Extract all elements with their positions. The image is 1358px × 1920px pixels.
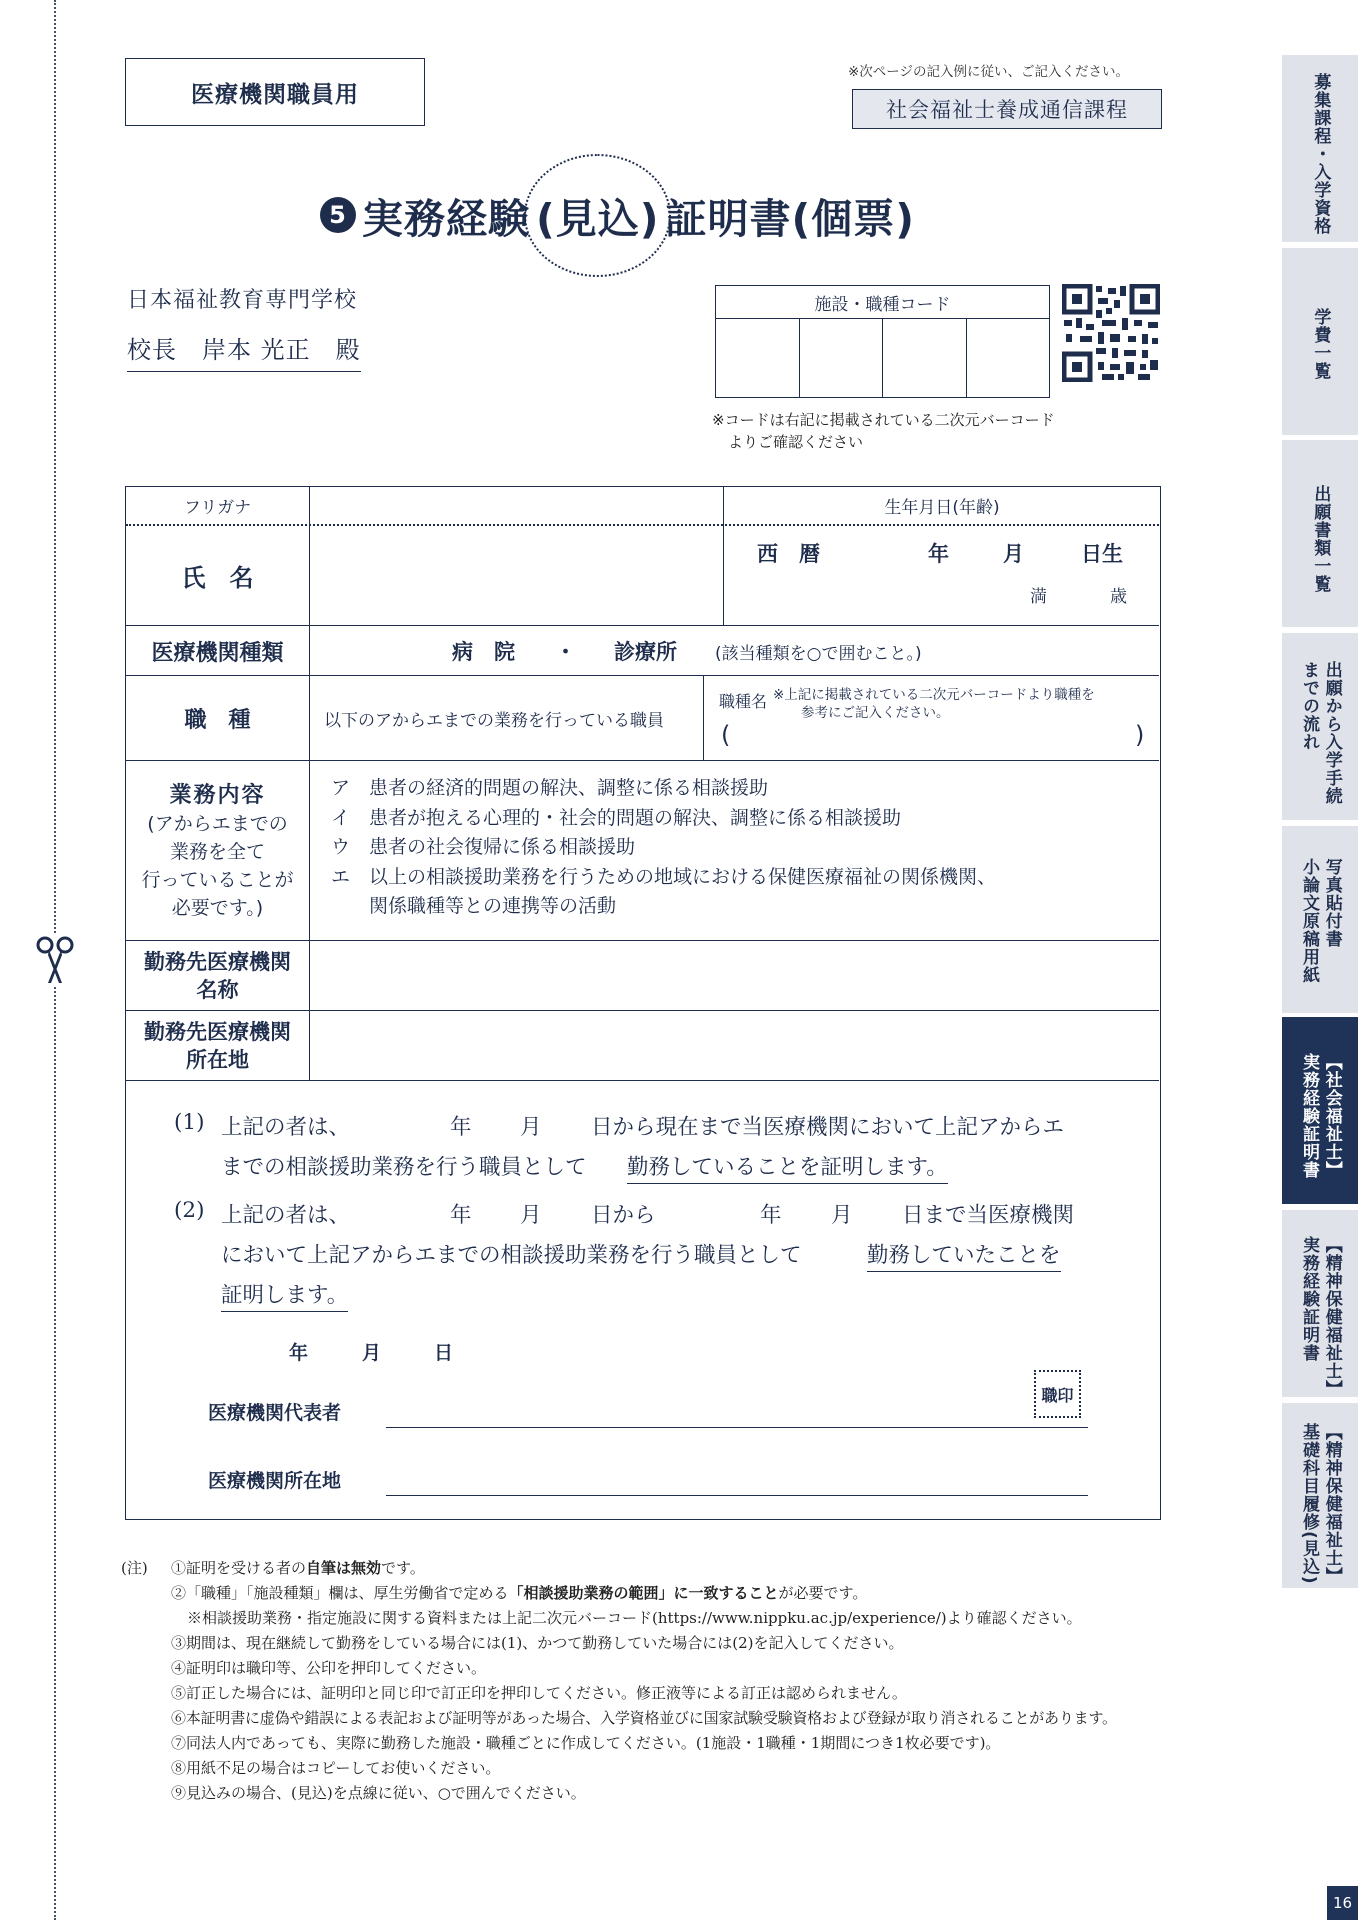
cert-2-month: 月 xyxy=(520,1203,542,1228)
cert-1-month: 月 xyxy=(520,1115,542,1140)
representative-line[interactable] xyxy=(386,1427,1088,1428)
job-name-label: 職種名 xyxy=(719,692,768,711)
code-note xyxy=(712,409,1055,453)
hospital-option[interactable]: 病 院 xyxy=(452,640,515,664)
page-note: ※次ページの記入例に従い、ご記入ください。 xyxy=(848,64,1130,80)
tab-label: 【精神保健福祉士】 xyxy=(1321,1423,1342,1585)
birthdate-field[interactable] xyxy=(725,526,1159,625)
tab-tuition[interactable] xyxy=(1282,248,1358,435)
tab-label: 基礎科目履修(見込) xyxy=(1299,1423,1319,1585)
duties-sub: (アからエまでの xyxy=(147,813,288,835)
tab-application-documents[interactable] xyxy=(1282,440,1358,627)
mikomi-dotted-circle xyxy=(530,186,665,245)
institution-type-label: 医療機関種類 xyxy=(151,640,284,666)
address-label: 医療機関所在地 xyxy=(208,1470,342,1492)
cert-2-text: 上記の者は、 xyxy=(221,1203,351,1228)
cert-1-statement: 勤務していることを証明します。 xyxy=(627,1150,948,1184)
paren-close: ) xyxy=(1135,721,1145,749)
tab-label: 【社会福祉士】 xyxy=(1321,1053,1342,1179)
clinic-option[interactable]: 診療所 xyxy=(614,640,677,664)
cert-1-text: までの相談援助業務を行う職員として xyxy=(221,1155,587,1180)
cert-1-year: 年 xyxy=(450,1115,472,1140)
official-seal-box[interactable]: 職印 xyxy=(1034,1370,1081,1418)
qr-code-icon[interactable] xyxy=(1062,284,1160,382)
date-year: 年 xyxy=(289,1342,309,1364)
workplace-address-field[interactable] xyxy=(311,1012,1159,1080)
furigana-label: フリガナ xyxy=(183,498,252,518)
cert-2-text: において上記アからエまでの相談援助業務を行う職員として xyxy=(221,1243,802,1268)
code-box-header: 施設・職種コード xyxy=(716,286,1049,319)
tab-label: 学費一覧 xyxy=(1310,308,1331,380)
workplace-name-field[interactable] xyxy=(311,942,1159,1010)
month-label: 月 xyxy=(1003,542,1024,566)
tab-label: 実務経験証明書 xyxy=(1299,1053,1319,1179)
tab-social-worker-certificate[interactable] xyxy=(1282,1017,1358,1204)
note-9: ⑨見込みの場合、(見込)を点線に従い、○で囲んでください。 xyxy=(171,1784,586,1802)
title-part3: 証明書(個票) xyxy=(665,194,915,243)
duty-item-continued: 関係職種等との連携等の活動 xyxy=(369,895,617,917)
note-4: ④証明印は職印等、公印を押印してください。 xyxy=(171,1659,487,1677)
duty-item: ア 患者の経済的問題の解決、調整に係る相談援助 xyxy=(331,777,769,799)
name-label: 氏 名 xyxy=(181,564,254,592)
representative-label: 医療機関代表者 xyxy=(208,1402,342,1424)
tab-application-flow[interactable] xyxy=(1282,633,1358,820)
principal-name: 校長 岸本 光正 殿 xyxy=(127,330,361,372)
note-1: (注) ①証明を受ける者の自筆は無効です。 xyxy=(121,1559,425,1577)
paren-open: ( xyxy=(721,721,731,749)
furigana-field[interactable] xyxy=(311,487,721,524)
tab-label: 出願から入学手続 xyxy=(1321,661,1342,805)
job-name-note: ※上記に掲載されている二次元バーコードより職種を xyxy=(773,687,1095,703)
date-month: 月 xyxy=(362,1342,382,1364)
tab-photo-essay[interactable] xyxy=(1282,826,1358,1013)
age-unit-label: 歳 xyxy=(1110,587,1127,607)
title-part2: (見込) xyxy=(536,194,660,243)
address-line[interactable] xyxy=(386,1495,1088,1496)
job-type-label: 職 種 xyxy=(184,708,251,733)
cert-2-statement: 勤務していたことを xyxy=(867,1238,1061,1272)
name-field[interactable] xyxy=(311,526,721,625)
note-3: ③期間は、現在継続して勤務をしている場合には(1)、かつて勤務していた場合には(2)を記入してください。 xyxy=(171,1634,904,1652)
duties-sub: 必要です。) xyxy=(171,897,264,919)
duty-item: ウ 患者の社会復帰に係る相談援助 xyxy=(331,836,636,858)
tab-admission-courses[interactable] xyxy=(1282,55,1358,242)
note-2: ②「職種」「施設種類」欄は、厚生労働省で定める「相談援助業務の範囲」に一致することが必要です。 xyxy=(171,1584,868,1602)
tab-label: 小論文原稿用紙 xyxy=(1299,858,1319,984)
workplace-name-label: 勤務先医療機関 名称 xyxy=(144,950,291,1002)
tab-label: 出願書類一覧 xyxy=(1310,485,1331,593)
notes-section xyxy=(121,1556,1117,1806)
cert-1-text: 上記の者は、 xyxy=(221,1115,351,1140)
year-label: 年 xyxy=(928,542,949,566)
duties-sub: 業務を全て xyxy=(169,841,265,863)
duty-item: イ 患者が抱える心理的・社会的問題の解決、調整に係る相談援助 xyxy=(331,806,902,829)
scissors-icon xyxy=(34,935,76,985)
course-badge: 社会福祉士養成通信課程 xyxy=(852,89,1162,129)
cert-1-number: (1) xyxy=(174,1110,205,1135)
certification-block xyxy=(126,1082,1159,1518)
birthdate-label: 生年月日(年齢) xyxy=(884,498,1000,518)
note-8: ⑧用紙不足の場合はコピーしてお使いください。 xyxy=(171,1759,501,1777)
duty-item: エ 以上の相談援助業務を行うための地域における保健医療福祉の関係機関、 xyxy=(331,865,997,888)
code-cell[interactable] xyxy=(716,319,800,397)
code-cell[interactable] xyxy=(967,319,1050,397)
tab-label: 実務経験証明書 xyxy=(1299,1236,1319,1362)
duties-label-block xyxy=(126,762,309,940)
duties-sub: 行っていることが xyxy=(141,869,294,891)
code-note-line: ※コードは右記に掲載されている二次元バーコード xyxy=(712,411,1055,429)
job-name-field[interactable] xyxy=(705,677,1159,760)
cert-2-year: 年 xyxy=(450,1203,472,1228)
page-number: 16 xyxy=(1327,1886,1358,1920)
code-cell[interactable] xyxy=(800,319,884,397)
cert-2-number: (2) xyxy=(174,1198,205,1223)
note-7: ⑦同法人内であっても、実際に勤務した施設・職種ごとに作成してください。(1施設・1職種・1期間につき1枚必要です)。 xyxy=(171,1734,1001,1752)
code-note-line: よりご確認ください xyxy=(728,433,864,451)
number-circle-icon: 5 xyxy=(320,197,356,233)
age-full-label: 満 xyxy=(1030,587,1047,607)
era-label: 西 暦 xyxy=(757,542,820,566)
cert-2-month: 月 xyxy=(831,1203,853,1228)
cert-1-text: 日から現在まで当医療機関において上記アからエ xyxy=(591,1115,1065,1140)
note-6: ⑥本証明書に虚偽や錯誤による表記および証明等があった場合、入学資格並びに国家試験受験資格および登録が取り消されることがあります。 xyxy=(171,1709,1117,1727)
duties-list xyxy=(311,762,1159,940)
facility-job-code-box xyxy=(715,285,1050,398)
tab-label: 【精神保健福祉士】 xyxy=(1321,1236,1342,1398)
tab-label: 写真貼付書 xyxy=(1321,858,1342,948)
institution-type-note: (該当種類を○で囲むこと。) xyxy=(715,643,922,664)
tab-label: 募集課程・入学資格 xyxy=(1310,73,1331,235)
duties-label: 業務内容 xyxy=(169,783,266,808)
tab-psw-certificate[interactable] xyxy=(1282,1210,1358,1397)
note-5: ⑤訂正した場合には、証明印と同じ印で訂正印を押印してください。修正液等による訂正は認められません。 xyxy=(171,1684,907,1702)
note-2-sub: ※相談援助業務・指定施設に関する資料または上記二次元バーコード(https://www.nippku.ac.jp/experience/)より確認ください。 xyxy=(187,1609,1082,1627)
cert-2-year: 年 xyxy=(760,1203,782,1228)
staff-use-label: 医療機関職員用 xyxy=(125,58,425,126)
title-part1: 実務経験 xyxy=(362,194,530,243)
school-name: 日本福祉教育専門学校 xyxy=(127,288,358,313)
document-title xyxy=(320,180,915,250)
job-type-description: 以下のアからエまでの業務を行っている職員 xyxy=(324,711,664,731)
tab-psw-basic-courses[interactable] xyxy=(1282,1403,1358,1588)
institution-type-field[interactable] xyxy=(311,627,1159,675)
option-separator: ・ xyxy=(555,640,576,664)
day-born-label: 日生 xyxy=(1081,542,1123,566)
date-day: 日 xyxy=(434,1342,454,1364)
workplace-address-label: 勤務先医療機関 所在地 xyxy=(144,1020,291,1072)
applicant-form-table xyxy=(125,486,1161,1520)
code-cell[interactable] xyxy=(883,319,967,397)
job-name-note: 参考にご記入ください。 xyxy=(801,705,950,721)
cert-2-statement: 証明します。 xyxy=(221,1278,348,1312)
tab-label: までの流れ xyxy=(1299,661,1319,751)
cert-2-text: 日から xyxy=(591,1203,656,1228)
cert-2-text: 日まで当医療機関 xyxy=(902,1203,1075,1228)
